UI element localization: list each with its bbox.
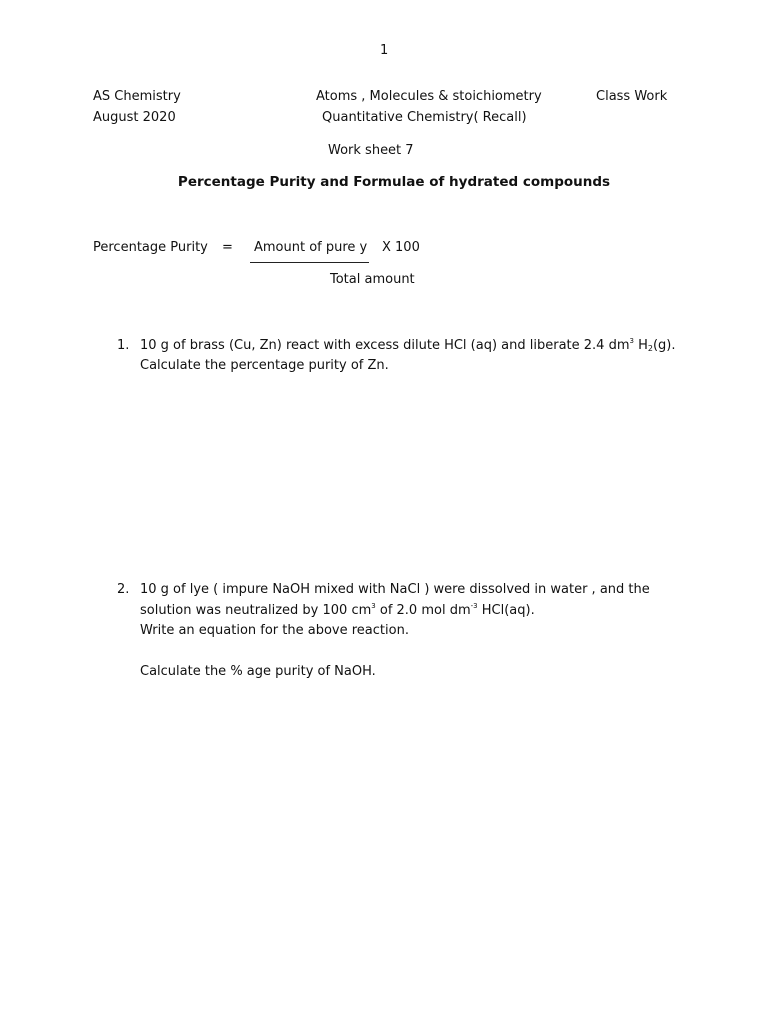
question-text-line: 10 g of lye ( impure NaOH mixed with NaCl ) were dissolved in water , and the (140, 582, 650, 597)
question-text-line: Write an equation for the above reaction. (140, 623, 409, 638)
header-class-type: Class Work (596, 89, 668, 104)
question-text-line: Calculate the % age purity of NaOH. (140, 664, 376, 679)
header-date: August 2020 (93, 110, 176, 125)
page-number: 1 (380, 43, 389, 58)
page-title: Percentage Purity and Formulae of hydrated compounds (177, 174, 611, 190)
formula-equals: = (222, 240, 233, 255)
formula-lhs: Percentage Purity (93, 240, 208, 255)
formula-denominator: Total amount (330, 272, 415, 287)
question-number: 1. (117, 338, 130, 353)
header-course: AS Chemistry (93, 89, 181, 104)
formula-multiplier: X 100 (382, 240, 420, 255)
formula-numerator: Amount of pure y (254, 240, 368, 255)
header-subtopic: Quantitative Chemistry( Recall) (322, 110, 527, 125)
question-number: 2. (117, 582, 130, 597)
question-text-line: Calculate the percentage purity of Zn. (140, 358, 389, 373)
worksheet-label: Work sheet 7 (328, 143, 414, 158)
question-text-line: solution was neutralized by 100 $cm^3$ of 2.0 mol $dm^{-3}$ HCl(aq). (140, 602, 535, 618)
header-topic: Atoms , Molecules & stoichiometry (316, 89, 542, 104)
question-text-line: 10 g of brass (Cu, Zn) react with excess dilute HCl (aq) and liberate 2.4 $dm^3$ $H_2(g)$. (140, 337, 676, 353)
fraction-bar (250, 262, 369, 263)
